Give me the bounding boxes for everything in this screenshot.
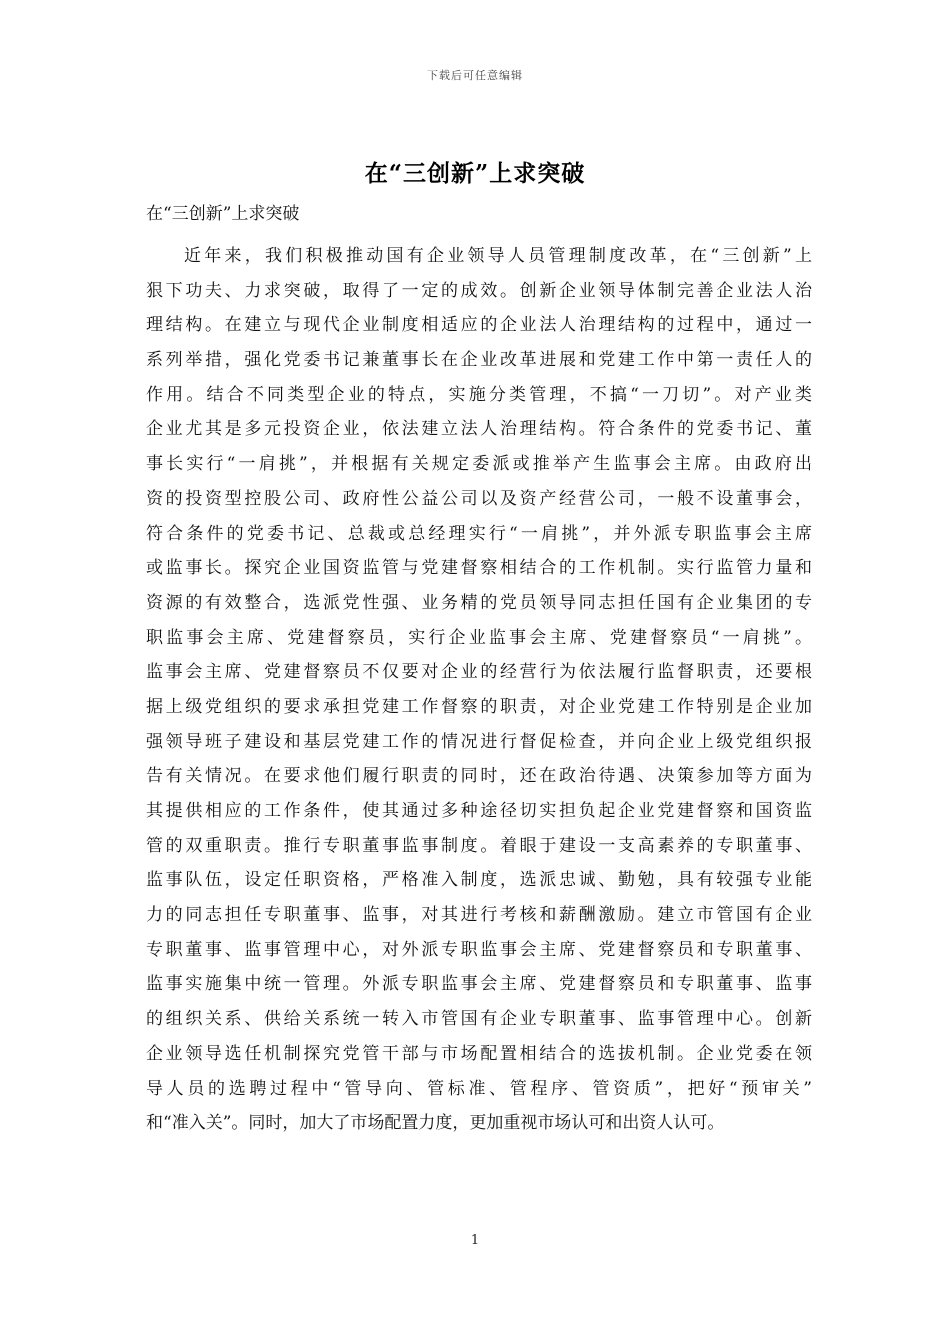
- page-number: 1: [470, 1233, 480, 1248]
- body-line: 监事会主席、党建督察员不仅要对企业的经营行为依法履行监督职责，还要根: [146, 662, 812, 683]
- page-title: 在“三创新”上求突破: [364, 160, 586, 187]
- body-line: 资的投资型控股公司、政府性公益公司以及资产经营公司，一般不设董事会，: [146, 488, 812, 509]
- body-paragraph: [146, 239, 812, 1141]
- body-line: 企业尤其是多元投资企业，依法建立法人治理结构。符合条件的党委书记、董: [146, 419, 812, 440]
- body-line: 专职董事、监事管理中心，对外派专职监事会主席、党建督察员和专职董事、: [146, 939, 812, 960]
- body-line: 企业领导选任机制探究党管干部与市场配置相结合的选拔机制。企业党委在领: [146, 1043, 812, 1064]
- body-line: 理结构。在建立与现代企业制度相适应的企业法人治理结构的过程中，通过一: [146, 315, 812, 336]
- body-line: 监事队伍，设定任职资格，严格准入制度，选派忠诚、勤勉，具有较强专业能: [146, 870, 812, 891]
- body-line: 据上级党组织的要求承担党建工作督察的职责，对企业党建工作特别是企业加: [146, 696, 812, 717]
- subtitle: 在“三创新”上求突破: [146, 204, 300, 224]
- body-line: 告有关情况。在要求他们履行职责的同时，还在政治待遇、决策参加等方面为: [146, 766, 812, 787]
- body-line: 的组织关系、供给关系统一转入市管国有企业专职董事、监事管理中心。创新: [146, 1009, 812, 1030]
- body-line: 事长实行“一肩挑”，并根据有关规定委派或推举产生监事会主席。由政府出: [146, 454, 812, 475]
- body-line: 强领导班子建设和基层党建工作的情况进行督促检查，并向企业上级党组织报: [146, 731, 812, 752]
- header-note: 下载后可任意编辑: [427, 69, 523, 82]
- body-line: 符合条件的党委书记、总裁或总经理实行“一肩挑”，并外派专职监事会主席: [146, 523, 812, 544]
- body-line: 系列举措，强化党委书记兼董事长在企业改革进展和党建工作中第一责任人的: [146, 350, 812, 371]
- body-line: 近年来，我们积极推动国有企业领导人员管理制度改革，在“三创新”上: [184, 246, 812, 266]
- body-line: 作用。结合不同类型企业的特点，实施分类管理，不搞“一刀切”。对产业类: [146, 384, 812, 405]
- body-line: 和“准入关”。同时，加大了市场配置力度，更加重视市场认可和出资人认可。: [146, 1113, 725, 1134]
- body-line: 其提供相应的工作条件，使其通过多种途径切实担负起企业党建督察和国资监: [146, 801, 812, 821]
- body-line: 或监事长。探究企业国资监管与党建督察相结合的工作机制。实行监管力量和: [146, 558, 812, 579]
- body-line: 管的双重职责。推行专职董事监事制度。着眼于建设一支高素养的专职董事、: [146, 835, 812, 856]
- body-line: 狠下功夫、力求突破，取得了一定的成效。创新企业领导体制完善企业法人治: [146, 280, 812, 301]
- body-line: 职监事会主席、党建督察员，实行企业监事会主席、党建督察员“一肩挑”。: [146, 627, 812, 648]
- body-line: 导人员的选聘过程中“管导向、管标准、管程序、管资质”，把好“预审关”: [146, 1078, 812, 1099]
- body-line: 力的同志担任专职董事、监事，对其进行考核和薪酬激励。建立市管国有企业: [146, 905, 812, 926]
- body-line: 资源的有效整合，选派党性强、业务精的党员领导同志担任国有企业集团的专: [146, 592, 812, 613]
- body-line: 监事实施集中统一管理。外派专职监事会主席、党建督察员和专职董事、监事: [146, 974, 812, 995]
